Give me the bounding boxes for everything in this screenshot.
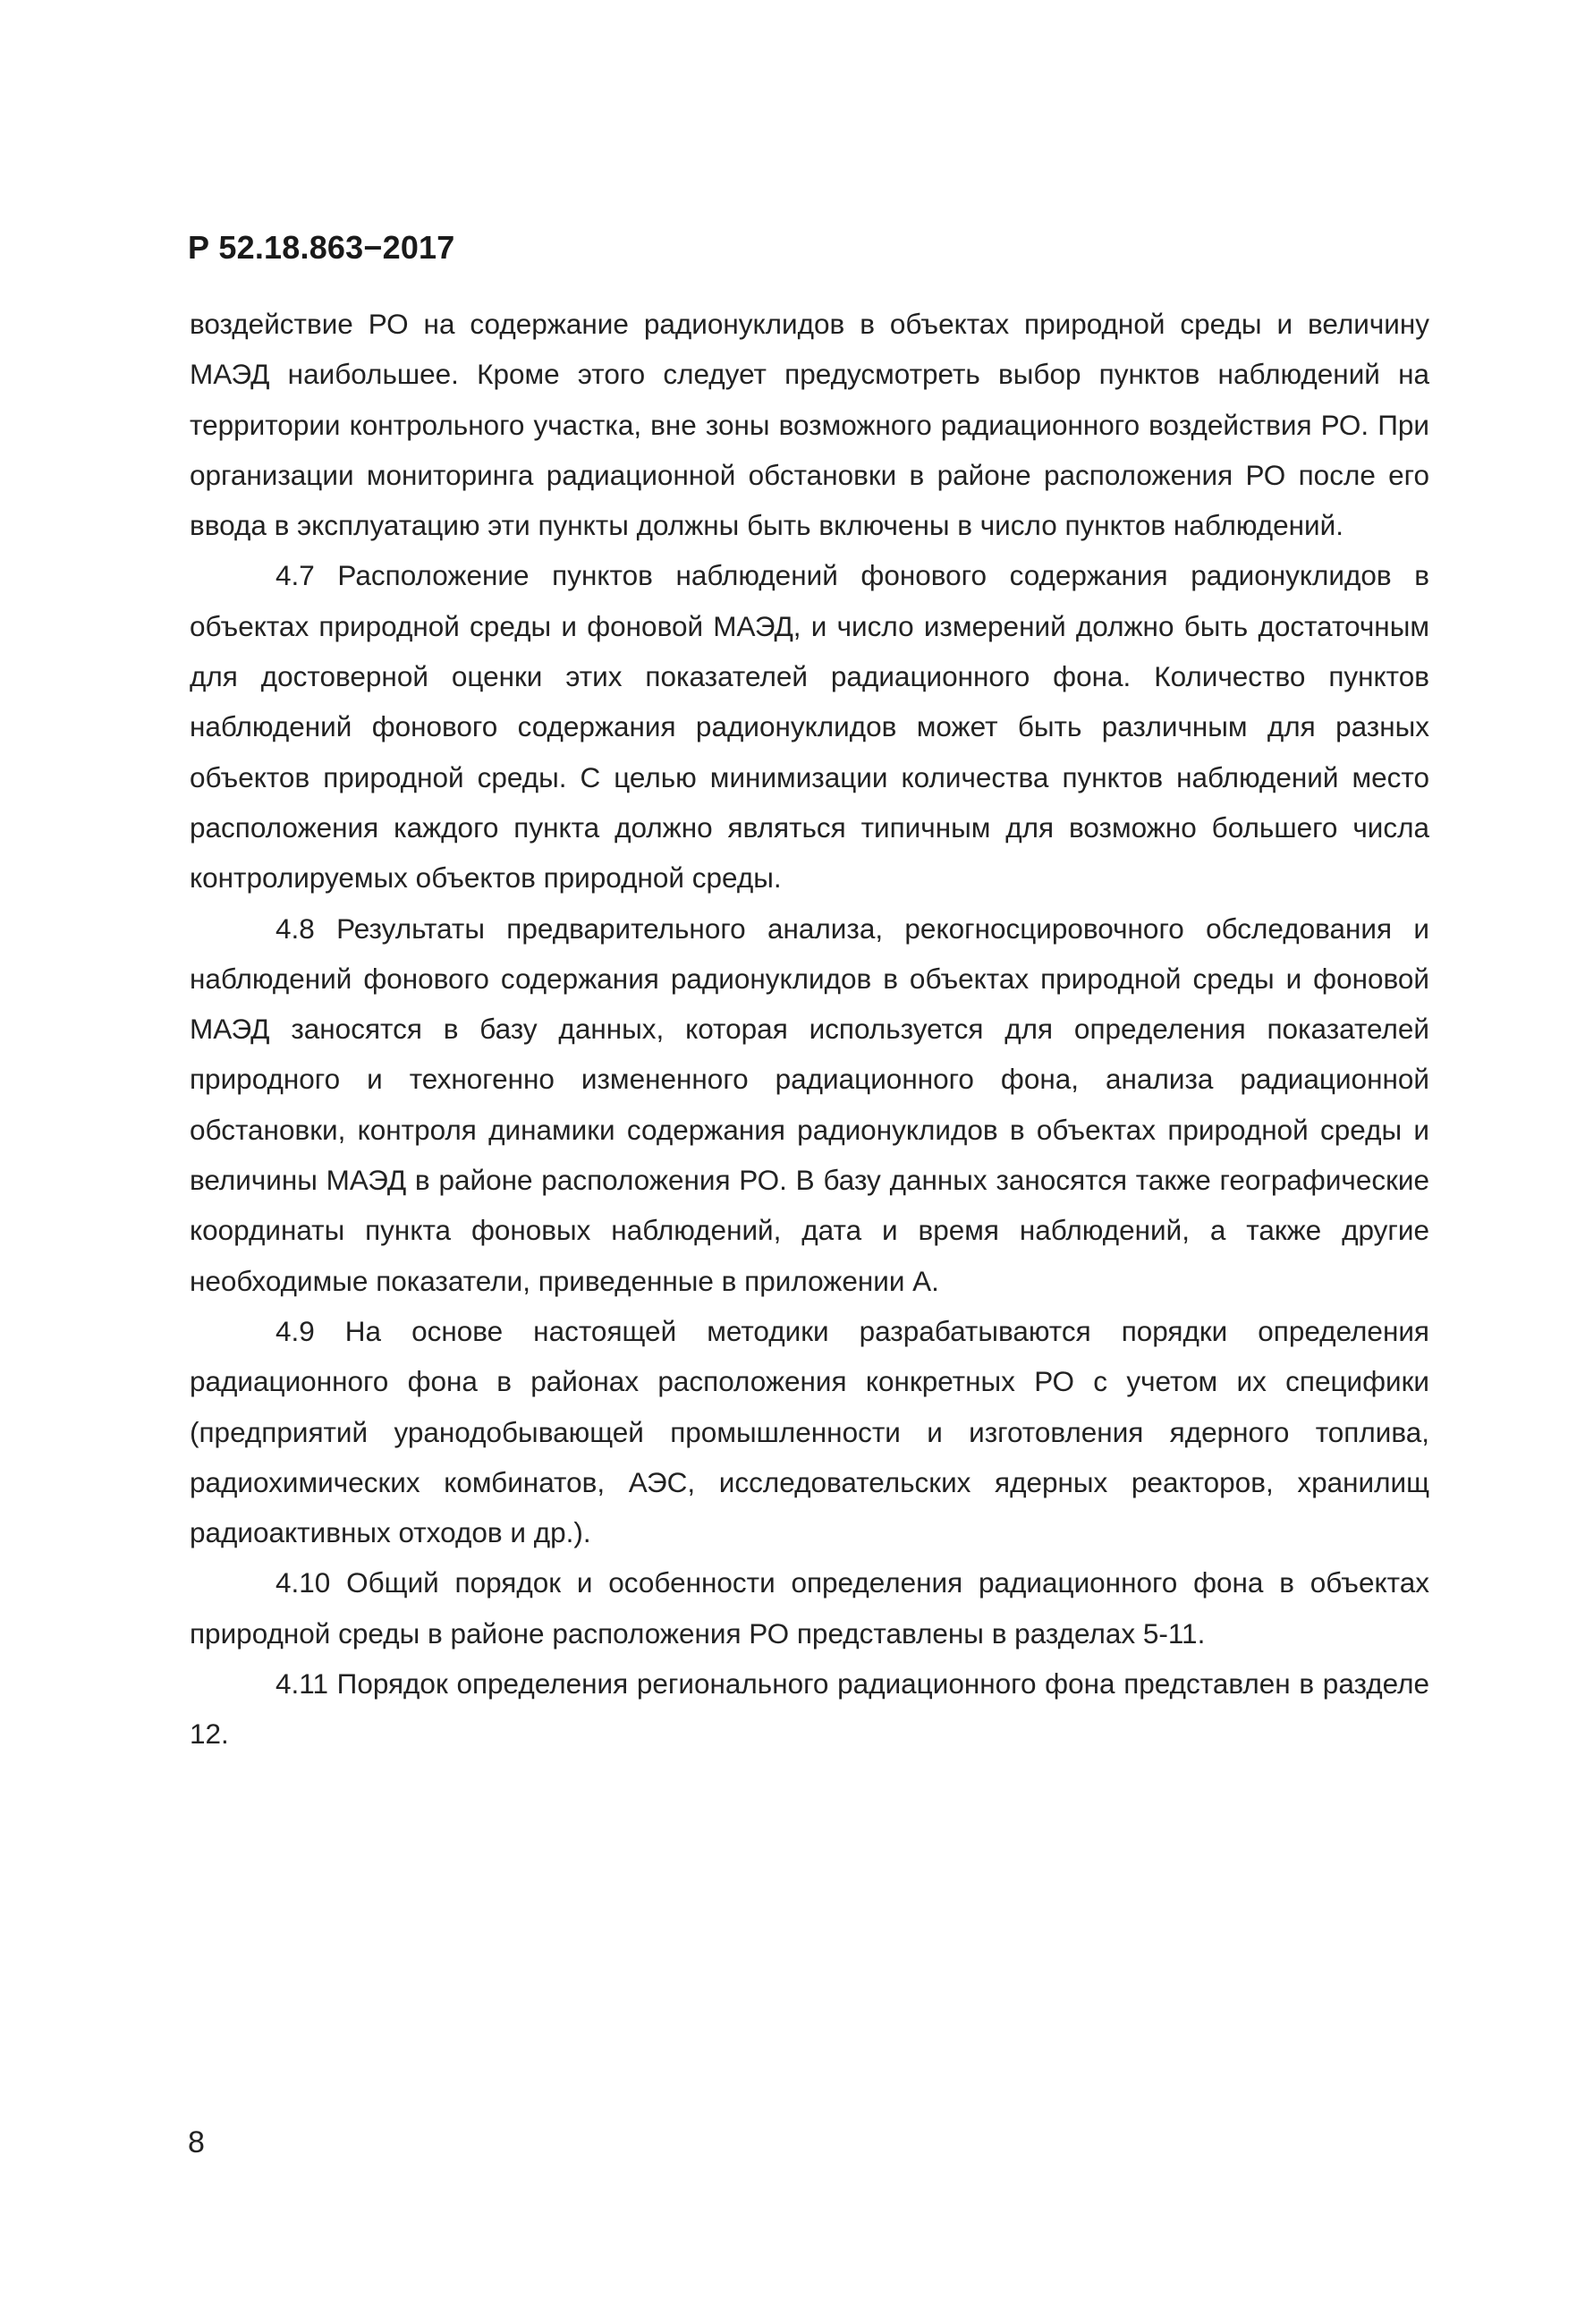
paragraph-4-11: 4.11 Порядок определения регионального радиационного фона представлен в разделе 12. xyxy=(190,1667,1429,1751)
document-code-header: Р 52.18.863−2017 xyxy=(188,229,455,266)
paragraph-4-9: 4.9 На основе настоящей методики разрабатываются порядки определения радиационного фона в районах расположения конкретных РО с учетом их специфики (предприятий уранодобывающей промышленности и изготовления ядерного топлива, радиохимических комбинатов, АЭС, исследовательских ядерных реакторов, хранилищ радиоактивных отходов и др.). xyxy=(190,1314,1429,1549)
paragraph-4-7: 4.7 Расположение пунктов наблюдений фонового содержания радионуклидов в объектах природной среды и фоновой МАЭД, и число измерений должно быть достаточным для достоверной оценки этих показателей радиационного фона. Количество пунктов наблюдений фонового содержания радионуклидов может быть различным для разных объектов природной среды. С целью минимизации количества пунктов наблюдений место расположения каждого пункта должно являться типичным для возможно большего числа контролируемых объектов природной среды. xyxy=(190,559,1429,895)
page-body-text xyxy=(190,299,1429,1760)
paragraph-4-8: 4.8 Результаты предварительного анализа, рекогносцировочного обследования и наблюдений фонового содержания радионуклидов в объектах природной среды и фоновой МАЭД заносятся в базу данных, которая используется для определения показателей природного и техногенно измененного радиационного фона, анализа радиационной обстановки, контроля динамики содержания радионуклидов в объектах природной среды и величины МАЭД в районе расположения РО. В базу данных заносятся также географические координаты пункта фоновых наблюдений, дата и время наблюдений, а также другие необходимые показатели, приведенные в приложении А. xyxy=(190,912,1429,1297)
page-number: 8 xyxy=(188,2125,205,2159)
paragraph-4-10: 4.10 Общий порядок и особенности определения радиационного фона в объектах природной среды в районе расположения РО представлены в разделах 5-11. xyxy=(190,1566,1429,1650)
paragraph-continuation: воздействие РО на содержание радионуклидов в объектах природной среды и величину МАЭД наибольшее. Кроме этого следует предусмотреть выбор пунктов наблюдений на территории контрольного участка, вне зоны возможного радиационного воздействия РО. При организации мониторинга радиационной обстановки в районе расположения РО после его ввода в эксплуатацию эти пункты должны быть включены в число пунктов наблюдений. xyxy=(190,308,1429,542)
